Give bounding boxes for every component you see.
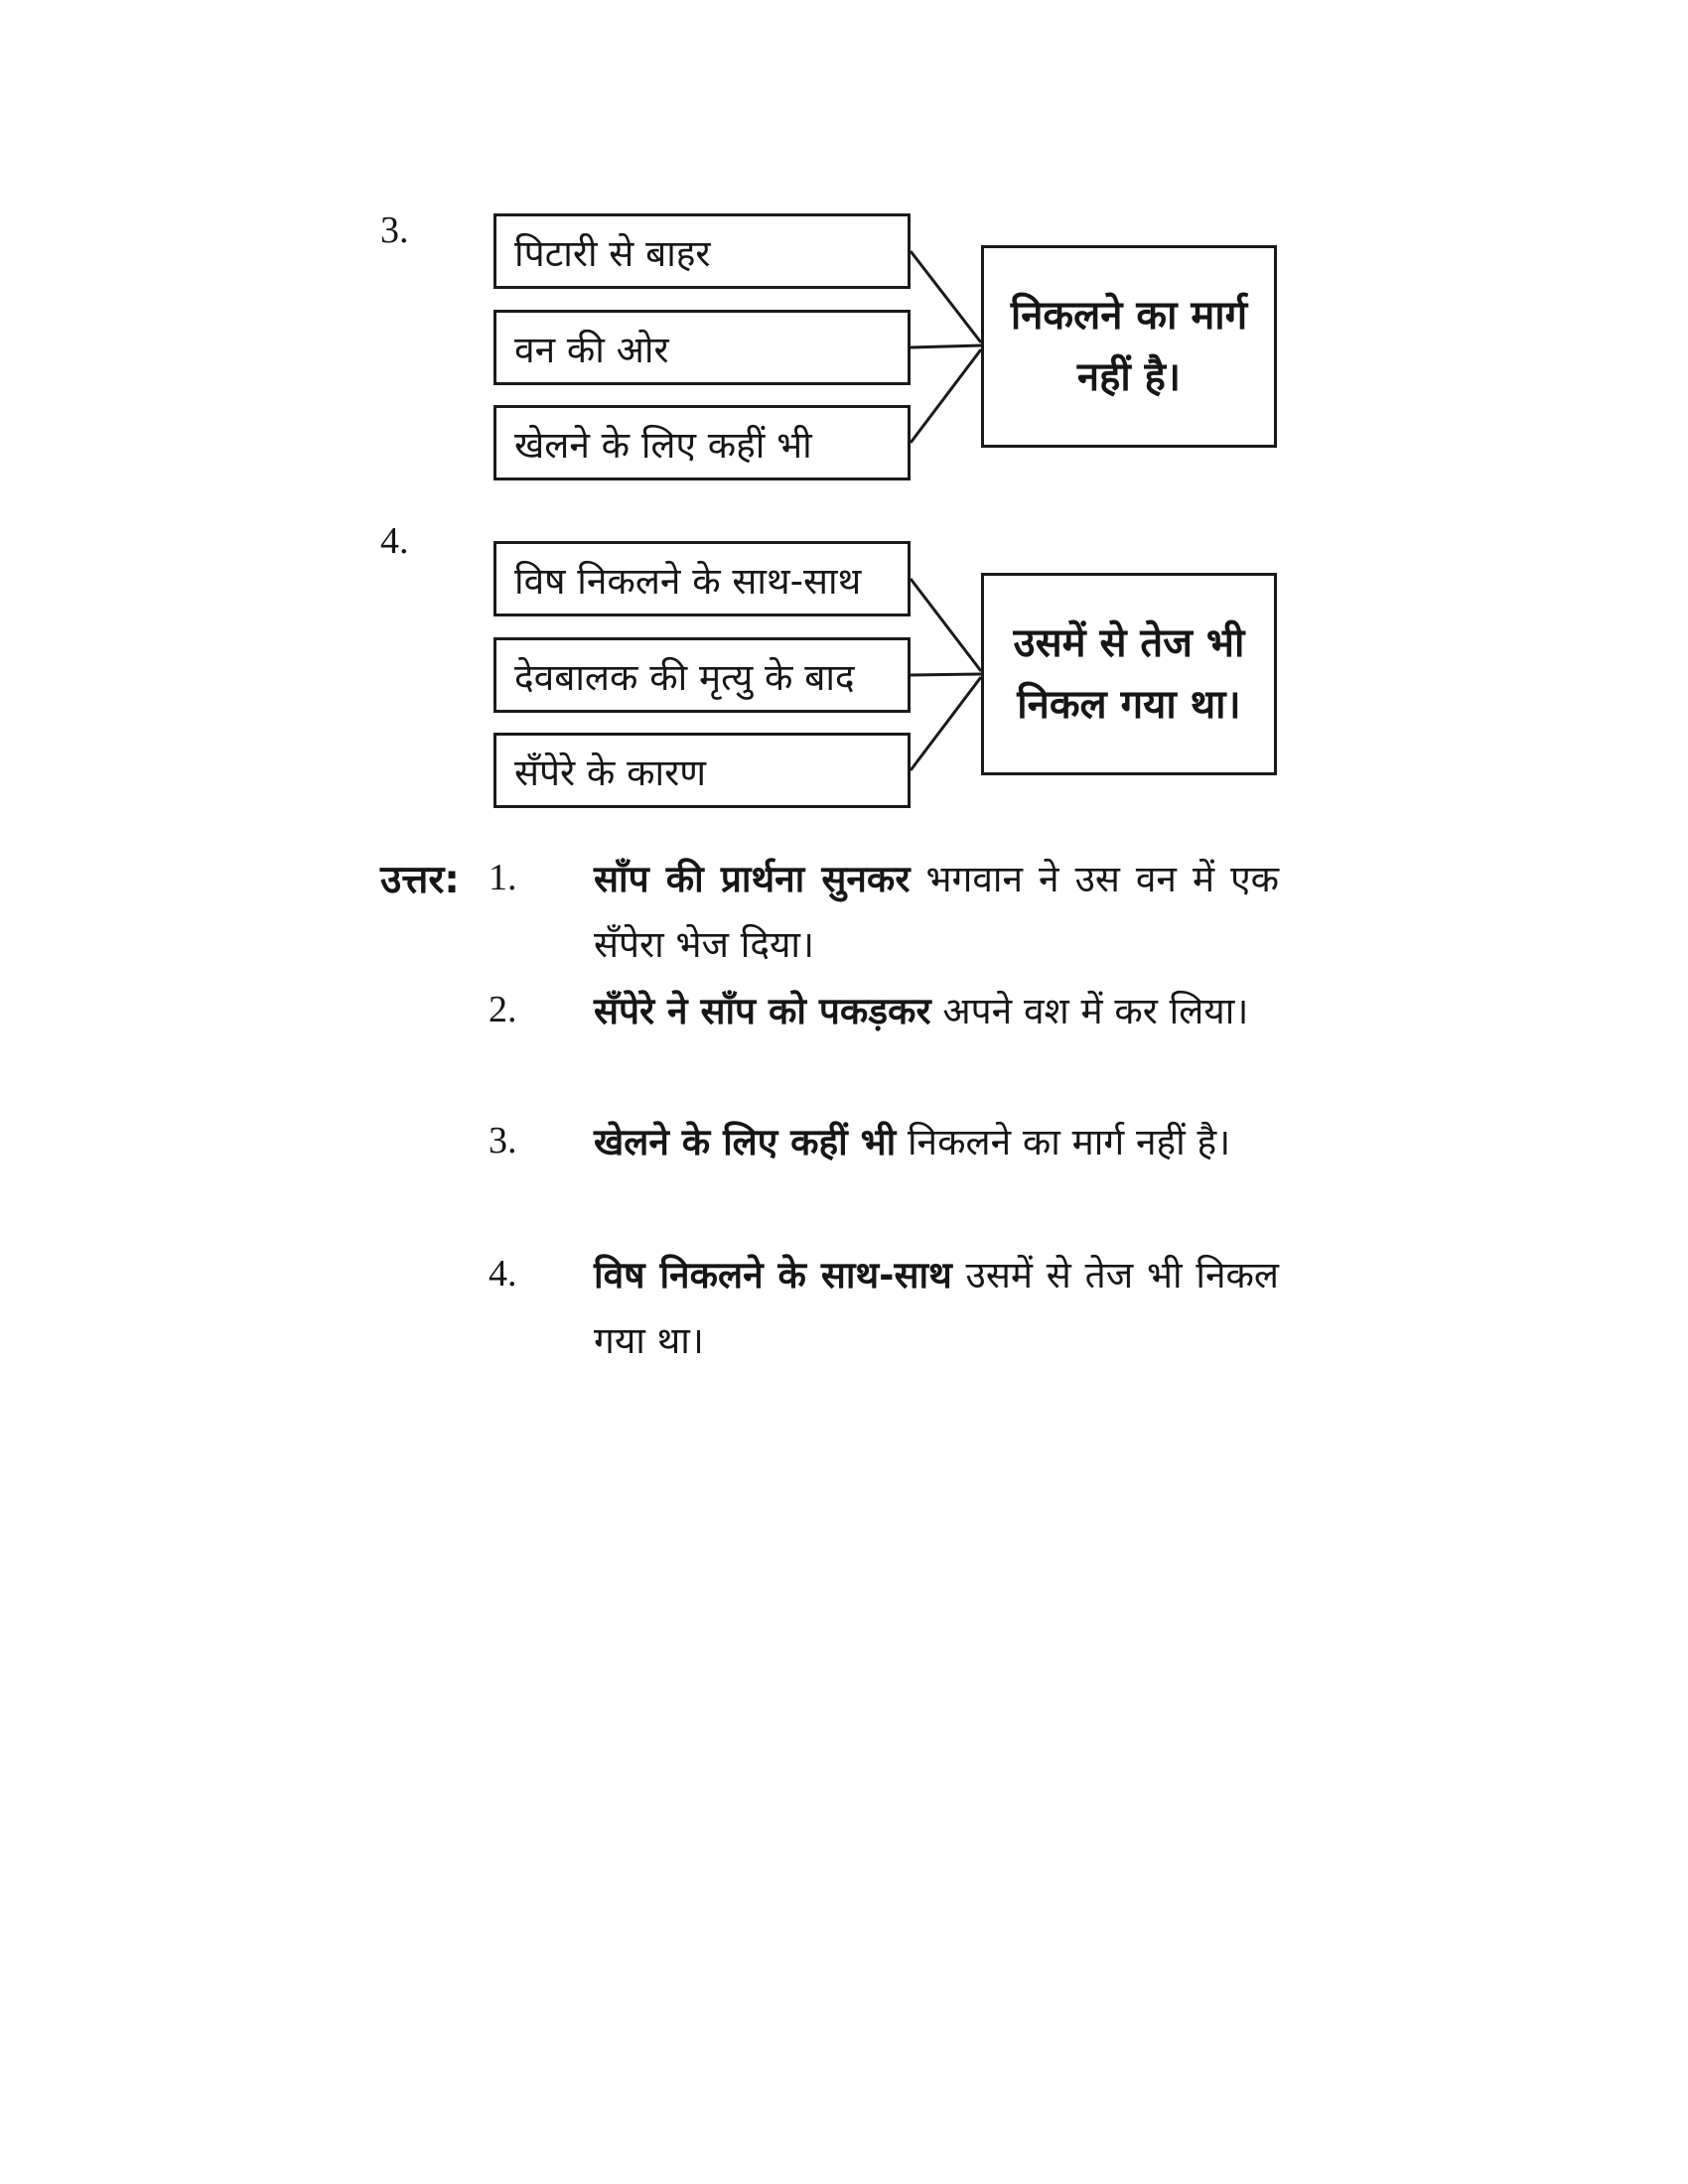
answer-bold: सँपेरे ने साँप को पकड़कर bbox=[594, 990, 931, 1032]
answer-1-text bbox=[594, 847, 1279, 978]
answer-rest: निकलने का मार्ग नहीं है। bbox=[896, 1121, 1231, 1163]
answer-4-text bbox=[594, 1243, 1279, 1374]
question-4-option-3 bbox=[493, 733, 911, 808]
answer-4-number: 4. bbox=[489, 1253, 517, 1295]
option-label: वन की ओर bbox=[514, 328, 669, 371]
question-3-option-2 bbox=[493, 310, 911, 385]
answer-bold: विष निकलने के साथ-साथ bbox=[594, 1254, 952, 1297]
question-4-result-box bbox=[981, 573, 1277, 775]
option-label: पिटारी से बाहर bbox=[514, 231, 711, 275]
question-3-option-3 bbox=[493, 405, 911, 480]
answer-bold: खेलने के लिए कहीं भी bbox=[594, 1121, 897, 1163]
question-4-option-1 bbox=[493, 541, 911, 616]
result-text: निकलने का मार्ग नहीं है। bbox=[1010, 293, 1248, 400]
result-text: उसमें से तेज भी निकल गया था। bbox=[1013, 620, 1245, 728]
question-3-result-box bbox=[981, 245, 1277, 448]
question-3-number: 3. bbox=[380, 209, 409, 251]
answer-label: उत्तर: bbox=[380, 858, 460, 902]
answer-3-text bbox=[594, 1110, 1279, 1175]
answer-2-number: 2. bbox=[489, 989, 517, 1030]
answer-rest: उसमें से तेज भी निकल गया था। bbox=[594, 1254, 1279, 1362]
option-label: खेलने के लिए कहीं भी bbox=[514, 423, 812, 467]
option-label: देवबालक की मृत्यु के बाद bbox=[514, 655, 855, 699]
question-4-number: 4. bbox=[380, 520, 409, 562]
option-label: सँपेरे के कारण bbox=[514, 751, 706, 794]
answer-rest: भगवान ने उस वन में एक सँपेरा भेज दिया। bbox=[594, 858, 1279, 966]
answer-3-number: 3. bbox=[489, 1120, 517, 1161]
answer-bold: साँप की प्रार्थना सुनकर bbox=[594, 858, 911, 900]
question-3-option-1 bbox=[493, 213, 911, 289]
question-4-option-2 bbox=[493, 637, 911, 713]
answer-2-text bbox=[594, 979, 1279, 1044]
option-label: विष निकलने के साथ-साथ bbox=[514, 559, 862, 603]
answer-1-number: 1. bbox=[489, 857, 517, 898]
answer-rest: अपने वश में कर लिया। bbox=[930, 990, 1249, 1032]
